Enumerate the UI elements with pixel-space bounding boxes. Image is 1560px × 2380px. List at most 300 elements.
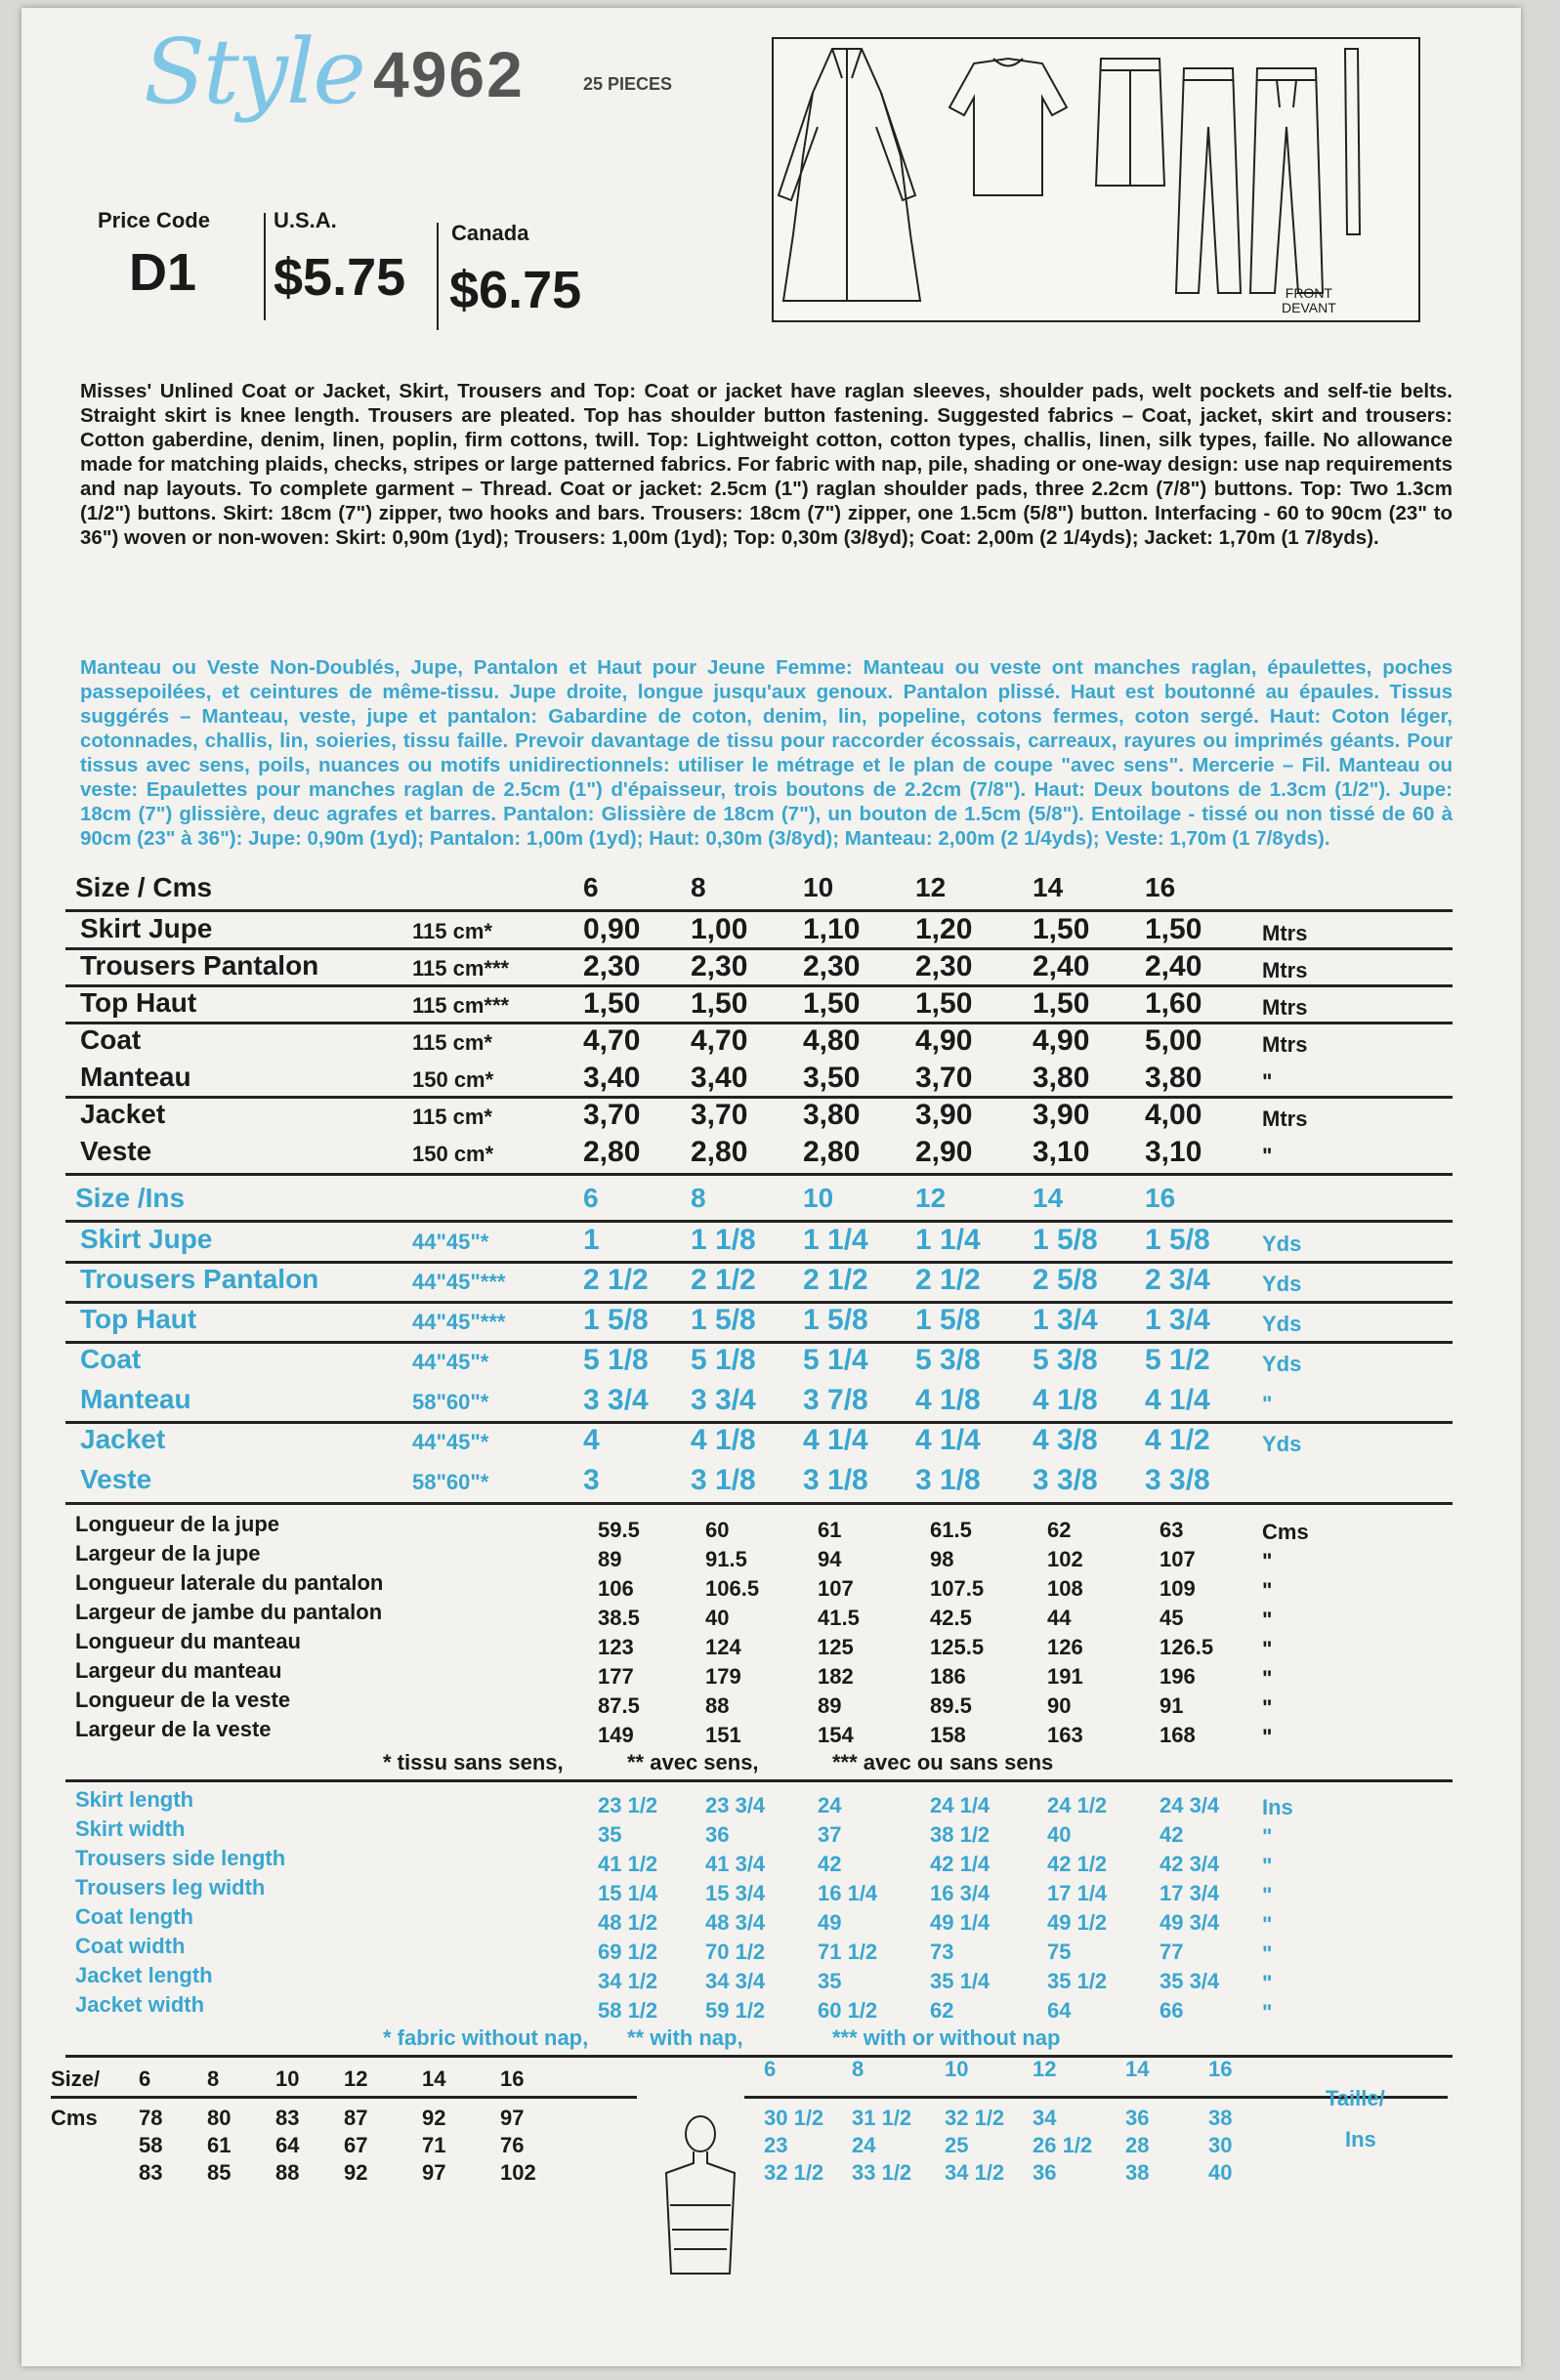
- body-cm-size: 6: [139, 2067, 151, 2091]
- body-cm-cell: 87: [344, 2106, 368, 2130]
- unit-label: Mtrs: [1262, 921, 1308, 945]
- body-cm-cell: 88: [275, 2160, 300, 2185]
- body-cm-cell: 76: [500, 2133, 525, 2157]
- measurement-cell: 163: [1047, 1723, 1083, 1747]
- size-header-16: 16: [1145, 1183, 1176, 1213]
- yardage-cell: 1 5/8: [1033, 1224, 1098, 1256]
- size-header-10: 10: [803, 1183, 834, 1213]
- yardage-cell: 1,50: [691, 987, 748, 1020]
- canada-price: $6.75: [449, 261, 582, 319]
- size-header-16: 16: [1145, 872, 1176, 902]
- yardage-cell: 3 7/8: [803, 1384, 868, 1416]
- measurement-label: Largeur de la veste: [75, 1717, 272, 1741]
- footnote: * tissu sans sens,: [383, 1750, 564, 1775]
- measurement-cell: 38.5: [598, 1606, 640, 1630]
- unit-label: Yds: [1262, 1352, 1302, 1376]
- size-header-6: 6: [583, 1183, 599, 1213]
- body-in-cell: 24: [852, 2133, 876, 2157]
- measurement-cell: 49 3/4: [1159, 1910, 1220, 1935]
- measurement-cell: 62: [930, 1998, 954, 2023]
- measurement-label: Longueur de la jupe: [75, 1512, 280, 1536]
- body-cm-cell: 64: [275, 2133, 300, 2157]
- measurement-cell: 64: [1047, 1998, 1072, 2023]
- yardage-cell: 1,20: [915, 913, 973, 945]
- measurement-cell: 34 1/2: [598, 1969, 658, 1993]
- yardage-cell: 1 5/8: [583, 1304, 649, 1336]
- measurement-cell: 58 1/2: [598, 1998, 658, 2023]
- measurement-cell: 88: [705, 1693, 730, 1718]
- unit-label: ": [1262, 1549, 1273, 1573]
- measurement-cell: 107: [1159, 1547, 1196, 1571]
- measurement-cell: 48 3/4: [705, 1910, 766, 1935]
- measurement-cell: 70 1/2: [705, 1940, 766, 1964]
- yardage-cell: 1: [583, 1224, 600, 1256]
- yardage-cell: 2,30: [803, 950, 861, 982]
- measurement-cell: 126: [1047, 1635, 1083, 1659]
- size-header-14: 14: [1033, 872, 1064, 902]
- unit-label: Yds: [1262, 1272, 1302, 1296]
- skirt-sketch: [1096, 59, 1164, 186]
- measurement-cell: 62: [1047, 1518, 1072, 1542]
- body-cm-cell: 58: [139, 2133, 163, 2157]
- garment-label: Skirt Jupe: [80, 1224, 213, 1254]
- yardage-cell: 1,10: [803, 913, 861, 945]
- footnote: ** avec sens,: [627, 1750, 759, 1775]
- measurement-cell: 179: [705, 1664, 741, 1689]
- unit-label: Yds: [1262, 1232, 1302, 1256]
- unit-label: ": [1262, 1883, 1273, 1907]
- size-header-8: 8: [691, 1183, 706, 1213]
- trousers-sketch-1: [1176, 68, 1241, 293]
- garment-label: Veste: [80, 1136, 152, 1166]
- yardage-cell: 2,30: [583, 950, 641, 982]
- garment-label: Manteau: [80, 1384, 191, 1414]
- footnote: ** with nap,: [627, 2025, 743, 2050]
- measurement-label: Longueur du manteau: [75, 1629, 301, 1653]
- measurement-label: Longueur de la veste: [75, 1688, 291, 1712]
- unit-label: Mtrs: [1262, 1032, 1308, 1057]
- table-rule: [65, 1341, 1453, 1344]
- garment-label: Skirt Jupe: [80, 913, 213, 943]
- measurement-cell: 89: [818, 1693, 842, 1718]
- garment-sketches: [774, 39, 1418, 320]
- fabric-width: 44"45"*: [412, 1230, 489, 1254]
- measurement-cell: 16 3/4: [930, 1881, 991, 1905]
- unit-label: ": [1262, 1637, 1273, 1661]
- body-cm-cell: 97: [422, 2160, 446, 2185]
- measurement-cell: 196: [1159, 1664, 1196, 1689]
- yardage-cell: 2 1/2: [915, 1264, 981, 1296]
- yardage-cell: 1 5/8: [915, 1304, 981, 1336]
- garment-label: Jacket: [80, 1099, 166, 1129]
- yardage-cell: 2 5/8: [1033, 1264, 1098, 1296]
- yardage-cell: 3,10: [1033, 1136, 1090, 1168]
- table-rule: [51, 2096, 637, 2099]
- measurement-cell: 17 1/4: [1047, 1881, 1108, 1905]
- measurement-cell: 17 3/4: [1159, 1881, 1220, 1905]
- unit-label: ": [1262, 1695, 1273, 1720]
- size-header-12: 12: [915, 1183, 947, 1213]
- measurement-cell: 34 3/4: [705, 1969, 766, 1993]
- size-header-label: Size / Cms: [75, 872, 213, 902]
- yardage-cell: 3,50: [803, 1062, 861, 1094]
- yardage-cell: 4 1/2: [1145, 1424, 1210, 1456]
- measurement-cell: 44: [1047, 1606, 1072, 1630]
- yardage-cell: 2,80: [691, 1136, 748, 1168]
- measurement-cell: 109: [1159, 1576, 1196, 1601]
- body-cm-size: 8: [207, 2067, 220, 2091]
- measurement-cell: 23 3/4: [705, 1793, 766, 1817]
- measurement-cell: 123: [598, 1635, 634, 1659]
- yardage-cell: 4,00: [1145, 1099, 1202, 1131]
- measurement-cell: 16 1/4: [818, 1881, 878, 1905]
- unit-label: Mtrs: [1262, 1106, 1308, 1131]
- yardage-cell: 3: [583, 1464, 600, 1496]
- yardage-cell: 1 5/8: [803, 1304, 868, 1336]
- measurement-cell: 91.5: [705, 1547, 747, 1571]
- yardage-cell: 3 3/8: [1145, 1464, 1210, 1496]
- body-size-label: Size/: [51, 2067, 101, 2091]
- body-in-cell: 31 1/2: [852, 2106, 912, 2130]
- yardage-cell: 4 3/8: [1033, 1424, 1098, 1456]
- yardage-cell: 2 1/2: [691, 1264, 756, 1296]
- body-cm-cell: 92: [344, 2160, 368, 2185]
- yardage-cell: 3,40: [691, 1062, 748, 1094]
- body-cm-cell: 67: [344, 2133, 368, 2157]
- unit-label: Mtrs: [1262, 958, 1308, 982]
- fabric-width: 115 cm***: [412, 956, 510, 981]
- body-in-cell: 40: [1208, 2160, 1233, 2185]
- measurement-cell: 35 1/2: [1047, 1969, 1108, 1993]
- measurement-cell: 42 3/4: [1159, 1852, 1220, 1876]
- garment-sketch-box: [772, 37, 1420, 322]
- measurement-label: Skirt length: [75, 1787, 194, 1812]
- body-cm-cell: 83: [139, 2160, 163, 2185]
- yardage-cell: 2,30: [691, 950, 748, 982]
- yardage-cell: 4 1/4: [803, 1424, 868, 1456]
- yardage-cell: 1 1/4: [803, 1224, 868, 1256]
- size-header-8: 8: [691, 872, 706, 902]
- description-english: Misses' Unlined Coat or Jacket, Skirt, Trousers and Top: Coat or jacket have raglan sleeves, shoulder pads, welt pockets and self-tie belts. Straight skirt is knee length. Trousers are pleated. Top has shoulder button fastening. Suggested fabrics – Coat, jacket, skirt and trousers: Cotton gaberdine, denim, linen, poplin, firm cottons, twill. Top: Lightweight cotton, cotton types, challis, linen, silk types, faille. No allowance made for matching plaids, checks, stripes or large patterned fabrics. For fabric with nap, pile, shading or one-way design: use nap requirements and nap layouts. To complete garment – Thread. Coat or jacket: 2.5cm (1") raglan shoulder pads, three 2.2cm (7/8") buttons. Top: Two 1.3cm (1/2") buttons. Skirt: 18cm (7") zipper, two hooks and bars. Trousers: 18cm (7") zipper, one 1.5cm (5/8") button. Interfacing - 60 to 90cm (23" to 36") woven or non-woven: Skirt: 0,90m (1yd); Trousers: 1,00m (1yd); Top: 0,30m (3/8yd); Coat: 2,00m (2 1/4yds); Jacket: 1,70m (1 7/8yds).: [80, 380, 1453, 549]
- yardage-cell: 3,80: [1145, 1062, 1202, 1094]
- unit-label: ": [1262, 1578, 1273, 1603]
- body-cm-cell: 102: [500, 2160, 536, 2185]
- footnote: *** with or without nap: [832, 2025, 1061, 2050]
- yardage-cell: 4: [583, 1424, 600, 1456]
- measurement-cell: 102: [1047, 1547, 1083, 1571]
- table-rule: [65, 1779, 1453, 1782]
- unit-label: ": [1262, 1608, 1273, 1632]
- measurement-cell: 24: [818, 1793, 842, 1817]
- yardage-cell: 2 1/2: [583, 1264, 649, 1296]
- usa-price: $5.75: [274, 248, 406, 307]
- coat-sketch: [779, 49, 920, 301]
- yardage-cell: 3,80: [1033, 1062, 1090, 1094]
- measurement-cell: 49 1/4: [930, 1910, 991, 1935]
- table-rule: [65, 1301, 1453, 1304]
- garment-label: Trousers Pantalon: [80, 950, 319, 981]
- yardage-cell: 3,10: [1145, 1136, 1202, 1168]
- measurement-cell: 24 1/2: [1047, 1793, 1108, 1817]
- measurement-cell: 69 1/2: [598, 1940, 658, 1964]
- yardage-cell: 1 3/4: [1033, 1304, 1098, 1336]
- canada-label: Canada: [451, 221, 529, 245]
- usa-label: U.S.A.: [274, 208, 337, 232]
- yardage-cell: 1,60: [1145, 987, 1202, 1020]
- body-cm-cell: 78: [139, 2106, 163, 2130]
- measurement-cell: 61: [818, 1518, 842, 1542]
- yardage-cell: 1,00: [691, 913, 748, 945]
- measurement-cell: 124: [705, 1635, 741, 1659]
- yardage-cell: 3 3/4: [583, 1384, 649, 1416]
- yardage-cell: 4 1/4: [1145, 1384, 1210, 1416]
- top-sketch: [949, 59, 1067, 195]
- yardage-cell: 3 1/8: [691, 1464, 756, 1496]
- body-ins-label: Ins: [1345, 2127, 1376, 2151]
- measurement-label: Jacket length: [75, 1963, 213, 1987]
- fabric-width: 150 cm*: [412, 1067, 494, 1092]
- yardage-cell: 2,40: [1145, 950, 1202, 982]
- measurement-cell: 45: [1159, 1606, 1184, 1630]
- measurement-cell: 35: [598, 1822, 622, 1847]
- table-rule: [65, 1421, 1453, 1424]
- table-rule: [65, 909, 1453, 912]
- price-code-value: D1: [129, 243, 197, 302]
- yardage-cell: 4 1/4: [915, 1424, 981, 1456]
- fabric-width: 115 cm*: [412, 1105, 492, 1129]
- body-cm-size: 16: [500, 2067, 525, 2091]
- front-label: FRONT DEVANT: [1282, 285, 1336, 315]
- yardage-cell: 1 1/4: [915, 1224, 981, 1256]
- body-in-size: 10: [945, 2057, 969, 2081]
- measurement-cell: 151: [705, 1723, 741, 1747]
- body-cm-cell: 83: [275, 2106, 300, 2130]
- body-in-cell: 34: [1033, 2106, 1057, 2130]
- unit-label: Yds: [1262, 1432, 1302, 1456]
- measurement-cell: 35 3/4: [1159, 1969, 1220, 1993]
- yardage-cell: 2,90: [915, 1136, 973, 1168]
- fabric-width: 58"60"*: [412, 1470, 489, 1494]
- unit-label: ": [1262, 1971, 1273, 1995]
- body-in-size: 6: [764, 2057, 777, 2081]
- body-cm-cell: 80: [207, 2106, 232, 2130]
- yardage-cell: 1,50: [915, 987, 973, 1020]
- unit-label: ": [1262, 1725, 1273, 1749]
- yardage-cell: 2,80: [803, 1136, 861, 1168]
- measurement-cell: 42 1/4: [930, 1852, 991, 1876]
- body-cm-size: 10: [275, 2067, 300, 2091]
- garment-label: Coat: [80, 1344, 142, 1374]
- yardage-cell: 3 1/8: [915, 1464, 981, 1496]
- unit-label: ": [1262, 1942, 1273, 1966]
- body-in-cell: 36: [1033, 2160, 1057, 2185]
- fabric-width: 44"45"*: [412, 1430, 489, 1454]
- measurement-cell: 66: [1159, 1998, 1184, 2023]
- yardage-cell: 5 1/2: [1145, 1344, 1210, 1376]
- measurement-cell: 59 1/2: [705, 1998, 766, 2023]
- unit-label: Mtrs: [1262, 995, 1308, 1020]
- measurement-cell: 40: [1047, 1822, 1072, 1847]
- brand-logo: Style: [144, 20, 364, 124]
- body-in-cell: 38: [1125, 2160, 1150, 2185]
- yardage-cell: 1,50: [1033, 913, 1090, 945]
- measurement-cell: 149: [598, 1723, 634, 1747]
- measurement-cell: 168: [1159, 1723, 1196, 1747]
- footnote: *** avec ou sans sens: [832, 1750, 1054, 1775]
- unit-label: ": [1262, 1069, 1273, 1094]
- unit-label: Yds: [1262, 1312, 1302, 1336]
- pattern-envelope-back: [21, 8, 1521, 2366]
- table-rule: [65, 984, 1453, 987]
- table-rule: [65, 1022, 1453, 1024]
- yardage-cell: 2,80: [583, 1136, 641, 1168]
- yardage-cell: 4 1/8: [1033, 1384, 1098, 1416]
- measurement-label: Largeur du manteau: [75, 1658, 282, 1683]
- measurement-cell: 108: [1047, 1576, 1083, 1601]
- yardage-cell: 1 1/8: [691, 1224, 756, 1256]
- yardage-cell: 1 5/8: [1145, 1224, 1210, 1256]
- yardage-cell: 4,90: [915, 1024, 973, 1057]
- footnote: * fabric without nap,: [383, 2025, 589, 2050]
- measurement-cell: 186: [930, 1664, 966, 1689]
- body-cm-cell: 97: [500, 2106, 525, 2130]
- yardage-cell: 1,50: [1145, 913, 1202, 945]
- measurement-cell: 77: [1159, 1940, 1184, 1964]
- size-header-10: 10: [803, 872, 834, 902]
- measurement-label: Jacket width: [75, 1992, 205, 2017]
- yardage-cell: 1 5/8: [691, 1304, 756, 1336]
- body-in-cell: 23: [764, 2133, 788, 2157]
- yardage-cell: 4,80: [803, 1024, 861, 1057]
- yardage-cell: 1 3/4: [1145, 1304, 1210, 1336]
- pieces-count: 25 PIECES: [583, 74, 673, 94]
- garment-label: Manteau: [80, 1062, 191, 1092]
- yardage-cell: 5 1/4: [803, 1344, 868, 1376]
- measurement-cell: 94: [818, 1547, 842, 1571]
- yardage-cell: 3,40: [583, 1062, 641, 1094]
- body-in-cell: 30 1/2: [764, 2106, 824, 2130]
- table-rule: [65, 1096, 1453, 1099]
- measurement-cell: 38 1/2: [930, 1822, 991, 1847]
- measurement-cell: 98: [930, 1547, 954, 1571]
- body-in-cell: 38: [1208, 2106, 1233, 2130]
- measurement-cell: 71 1/2: [818, 1940, 878, 1964]
- price-code-label: Price Code: [98, 208, 210, 232]
- measurement-cell: 42 1/2: [1047, 1852, 1108, 1876]
- yardage-cell: 3,70: [583, 1099, 641, 1131]
- yardage-cell: 2 3/4: [1145, 1264, 1210, 1296]
- body-in-size: 12: [1033, 2057, 1057, 2081]
- body-cm-size: 14: [422, 2067, 446, 2091]
- measurement-cell: 41 3/4: [705, 1852, 766, 1876]
- yardage-cell: 1,50: [1033, 987, 1090, 1020]
- measurement-cell: 41.5: [818, 1606, 860, 1630]
- yardage-cell: 4 1/8: [691, 1424, 756, 1456]
- garment-label: Jacket: [80, 1424, 166, 1454]
- measurement-cell: 42: [818, 1852, 842, 1876]
- measurement-label: Largeur de la jupe: [75, 1541, 261, 1566]
- fabric-width: 115 cm*: [412, 919, 492, 943]
- measurement-cell: 59.5: [598, 1518, 640, 1542]
- yardage-cell: 3,70: [691, 1099, 748, 1131]
- body-in-cell: 32 1/2: [945, 2106, 1005, 2130]
- measurement-label: Trousers leg width: [75, 1875, 266, 1900]
- measurement-cell: 89.5: [930, 1693, 972, 1718]
- yardage-cell: 5 1/8: [583, 1344, 649, 1376]
- size-header-6: 6: [583, 872, 599, 902]
- yardage-cell: 5 3/8: [1033, 1344, 1098, 1376]
- body-in-cell: 34 1/2: [945, 2160, 1005, 2185]
- fabric-width: 58"60"*: [412, 1390, 489, 1414]
- fabric-width: 44"45"*: [412, 1350, 489, 1374]
- measurement-cell: 63: [1159, 1518, 1184, 1542]
- fabric-width: 44"45"***: [412, 1310, 506, 1334]
- table-rule: [65, 1173, 1453, 1176]
- measurement-cell: 107.5: [930, 1576, 985, 1601]
- measurement-label: Skirt width: [75, 1816, 186, 1841]
- measurement-label: Largeur de jambe du pantalon: [75, 1600, 383, 1624]
- unit-label: ": [1262, 2000, 1273, 2025]
- measurement-cell: 126.5: [1159, 1635, 1214, 1659]
- measurement-cell: 35 1/4: [930, 1969, 991, 1993]
- yardage-cell: 4,90: [1033, 1024, 1090, 1057]
- measurement-cell: 49: [818, 1910, 842, 1935]
- yardage-cell: 5 1/8: [691, 1344, 756, 1376]
- measurement-cell: 90: [1047, 1693, 1072, 1718]
- garment-label: Top Haut: [80, 1304, 197, 1334]
- unit-label: ": [1262, 1144, 1273, 1168]
- body-cm-cell: 85: [207, 2160, 232, 2185]
- body-in-cell: 25: [945, 2133, 969, 2157]
- measurement-cell: 125: [818, 1635, 854, 1659]
- size-header-14: 14: [1033, 1183, 1064, 1213]
- measurement-cell: 75: [1047, 1940, 1072, 1964]
- trousers-sketch-2: [1250, 68, 1323, 293]
- measurement-cell: 125.5: [930, 1635, 985, 1659]
- body-in-cell: 26 1/2: [1033, 2133, 1093, 2157]
- garment-label: Coat: [80, 1024, 142, 1055]
- measurement-cell: 60 1/2: [818, 1998, 878, 2023]
- body-in-cell: 33 1/2: [852, 2160, 912, 2185]
- body-in-size: 14: [1125, 2057, 1150, 2081]
- yardage-cell: 3,80: [803, 1099, 861, 1131]
- pattern-number: 4962: [373, 38, 525, 110]
- measurement-cell: 191: [1047, 1664, 1083, 1689]
- fabric-width: 44"45"***: [412, 1270, 506, 1294]
- yardage-cell: 3,90: [915, 1099, 973, 1131]
- yardage-cell: 4 1/8: [915, 1384, 981, 1416]
- measurement-cell: 42: [1159, 1822, 1184, 1847]
- measurement-cell: 60: [705, 1518, 730, 1542]
- measurement-cell: 15 1/4: [598, 1881, 658, 1905]
- yardage-cell: 1,50: [583, 987, 641, 1020]
- belt-sketch: [1345, 49, 1360, 234]
- measurement-cell: 35: [818, 1969, 842, 1993]
- body-in-cell: 28: [1125, 2133, 1150, 2157]
- measurement-cell: 89: [598, 1547, 622, 1571]
- garment-label: Trousers Pantalon: [80, 1264, 319, 1294]
- measurement-label: Coat width: [75, 1934, 186, 1958]
- fabric-width: 115 cm*: [412, 1030, 492, 1055]
- body-cm-cell: 92: [422, 2106, 446, 2130]
- measurement-cell: 177: [598, 1664, 634, 1689]
- table-rule: [65, 1502, 1453, 1505]
- measurement-cell: 106.5: [705, 1576, 760, 1601]
- yardage-cell: 1,50: [803, 987, 861, 1020]
- body-figure-icon: [656, 2112, 744, 2283]
- yardage-cell: 4,70: [691, 1024, 748, 1057]
- garment-label: Veste: [80, 1464, 152, 1494]
